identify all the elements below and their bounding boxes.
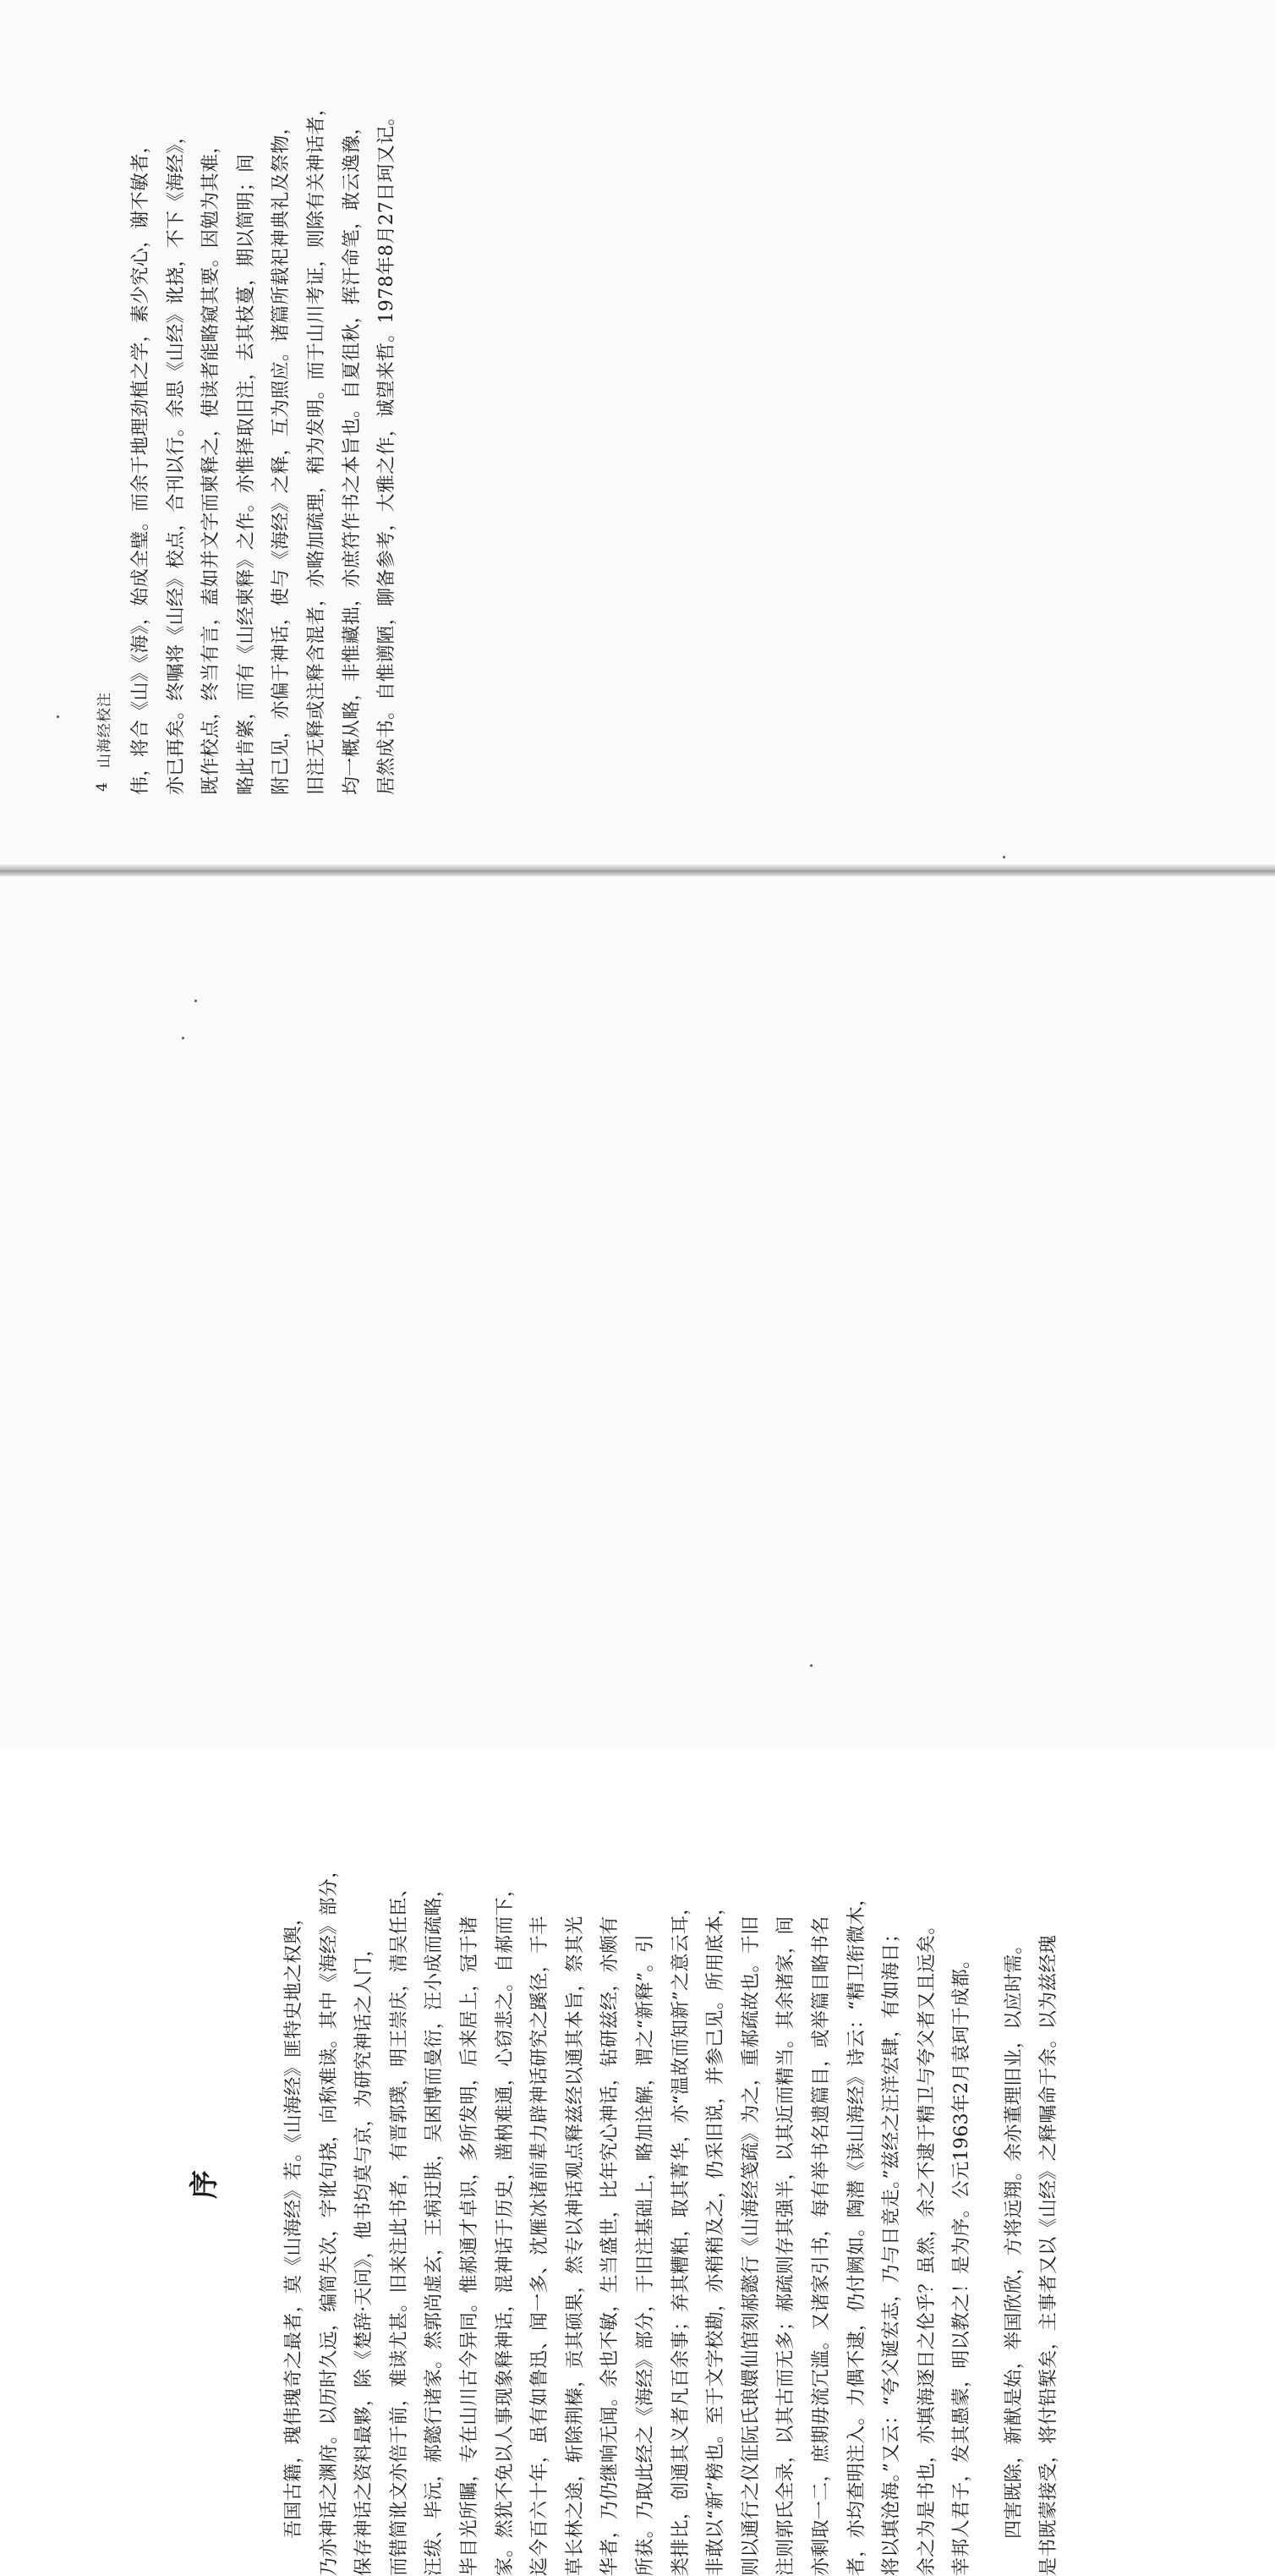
page-number: 4 [94, 781, 111, 792]
bottom-page [0, 876, 1275, 2576]
text-line: 略此肯綮，而有《山经柬释》之作。亦惟择取旧注，去其枝蔓，期以简明；间 [235, 153, 257, 795]
text-line: 汪绂、毕沅，郝懿行诸家。然郭尚虚玄，王病迂肤，吴困博而曼衍，汪小成而疏略， [424, 1877, 446, 2576]
text-line: 者，亦均查明注入。力偶不逮，仍付阙如。陶潜《读山海经》诗云：“精卫衔微木， [845, 1887, 867, 2576]
scan-speck [1003, 856, 1005, 858]
text-line: 所获。乃取此经之《海经》部分，于旧注基础上，略加诠解，谓之“新释”。引 [634, 1934, 656, 2576]
text-line: 居然成书。自惟谫陋，聊备参考，大雅之作，诚望来哲。1978年8月27日珂又记。 [376, 107, 398, 795]
top-page-text [123, 51, 405, 795]
text-line: 余之为是书也，亦填海逐日之伦乎？虽然，余之不逮于精卫与夸父者又且远矣。 [916, 1916, 938, 2576]
top-page-content [91, 51, 1224, 795]
page-fold [0, 864, 1275, 876]
preface-paragraph-1 [276, 1784, 980, 2576]
text-line: 家。然犹不免以人事现象释神话，混神话于历史，凿枘难通，心窃悲之。自郝而下， [494, 1877, 516, 2576]
scan-speck [57, 715, 59, 718]
bottom-page-content [144, 1784, 1243, 2576]
text-line: 注则郭氏全录，以其古而无多；郝疏则存其强半，以其近而精当。其余诸家，间 [775, 1916, 797, 2576]
running-header [91, 51, 113, 792]
scan-speck [810, 1664, 813, 1667]
text-line: 华者，乃仍继响无闻。余也不敏，生当盛世，比年究心神话，钻研兹经，亦颇有 [599, 1916, 621, 2576]
text-line: 则以通行之仪征阮氏琅嬛仙馆刻郝懿行《山海经笺疏》为之，重郝疏故也。于旧 [740, 1916, 762, 2576]
running-header-title: 山海经校注 [96, 692, 113, 769]
scan-speck [182, 1037, 184, 1039]
text-line: 吾国古籍，瑰伟瑰奇之最者，莫《山海经》若。《山海经》匪特史地之权舆， [283, 1906, 304, 2539]
text-line: 类排比，创通其义者凡百余事；弃其糟粕，取其菁华，亦“温故而知新”之意云耳， [670, 1896, 692, 2576]
text-line: 乃亦神话之渊府。以历时久远，编简失次，字讹句挠，向称难读。其中《海经》部分， [318, 1859, 340, 2576]
text-line: 四害既除，新猷是始，举国欣欣，方将远翔。余亦董理旧业，以应时需。 [1003, 1935, 1025, 2539]
text-line: 将以填沧海。”又云：“夸父诞宏志，乃与日竞走。”兹经之汪洋宏肆，有如海日； [881, 1924, 903, 2576]
text-line: 附己见，亦偏于神话，使与《海经》之释，互为照应。诸篇所载祀神典礼及祭物， [271, 116, 293, 795]
text-line: 既作校点，终当有言，盍如并文字而柬释之，使读者能略窥其要。因勉为其难， [200, 134, 222, 795]
text-line: 均一概从略，非惟藏拙，亦庶符作书之本旨也。自夏徂秋，挥汗命笔，敢云逸豫， [341, 116, 363, 795]
text-line: 而错简讹文亦倍于前，难读尤甚。旧来注此书者，有晋郭璞，明王崇庆，清吴任臣、 [388, 1877, 410, 2576]
preface-paragraph-2 [997, 1784, 1067, 2576]
text-line: 幸邦人君子，发其愚蒙，明以教之！是为序。公元1963年2月袁珂于成都。 [951, 1949, 973, 2576]
text-line: 迄今百六十年，虽有如鲁迅、闻一多、沈雁冰诸前辈力辟神话研究之蹊径，于丰 [529, 1916, 551, 2576]
scan-speck [194, 1000, 197, 1002]
text-line: 保存神话之资料最夥，除《楚辞·天问》，他书均莫与京，为研究神话之人门， [353, 1937, 375, 2576]
text-line: 旧注无释或注释含混者，亦略加疏理，稍为发明。而于山川考证，则除有关神话者， [305, 96, 327, 795]
preface-title: 序 [188, 2162, 222, 2199]
text-line: 非敢以“新”榜也。至于文字校勘，亦稍稍及之，仍采旧说，并参己见。所用底本， [705, 1896, 727, 2576]
preface-text [276, 1784, 1067, 2576]
text-line: 亦剩取一二，庶期毋流冗滥。又诸家引书，每有举书名遗篇目，或举篇目略书名 [810, 1916, 832, 2576]
text-line: 是书既蒙接受，将付铅椠矣，主事者又以《山经》之释嘱命于余。以为兹经瑰 [1038, 1934, 1060, 2576]
text-line: 草长林之途，斩除荆榛，贡其硕果，然专以神话观点释兹经以通其本旨，祭其光 [564, 1916, 586, 2576]
top-page [0, 0, 1275, 864]
text-line: 毕目光所瞩，专在山川古今异同。惟郝通才卓识，多所发明，后来居上，冠于诸 [458, 1916, 480, 2576]
text-line: 伟，将合《山》《海》，始成全璧。而余于地理劲植之学，素少究心，谢不敏者， [130, 134, 151, 795]
text-line: 亦已再矣。终嘱将《山经》校点，合刊以行。余思《山经》讹挠，不下《海经》， [165, 125, 187, 795]
